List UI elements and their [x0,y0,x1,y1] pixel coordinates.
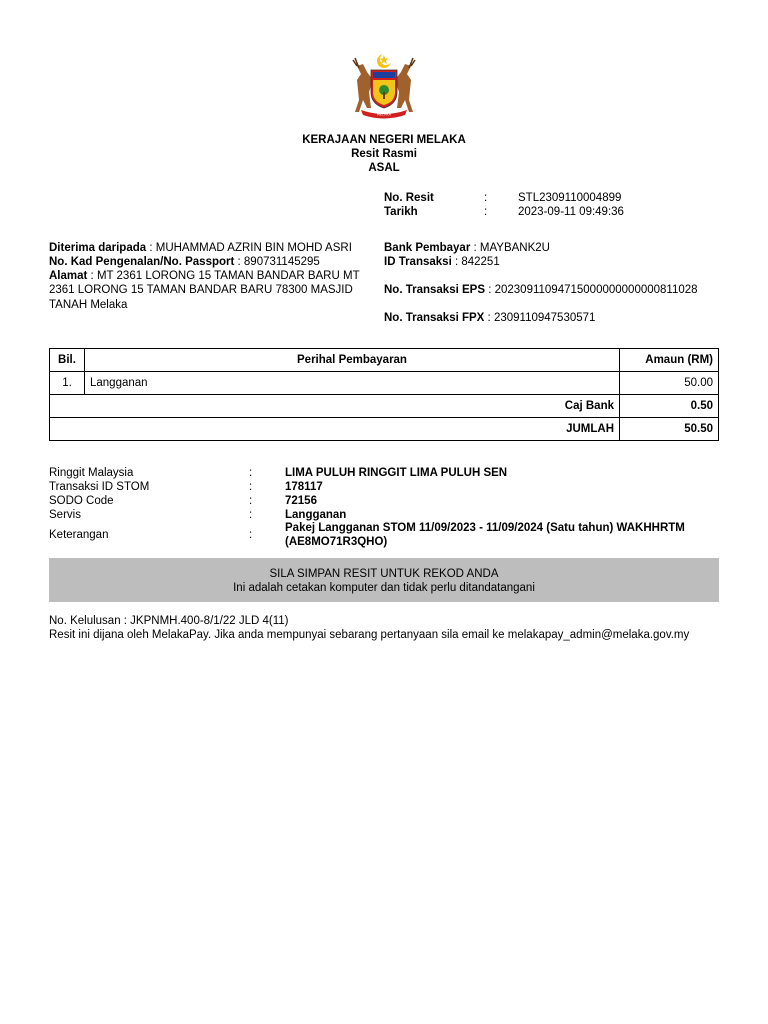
servis-label: Servis [49,509,81,521]
received-from-value: : MUHAMMAD AZRIN BIN MOHD ASRI [146,242,352,254]
bank-charge-label: Caj Bank [50,395,620,418]
fpx-transaction-value: : 2309110947530571 [484,312,596,324]
col-header-bil: Bil. [50,349,85,372]
colon: : [249,509,253,521]
eps-transaction [384,283,724,297]
address-value: : MT 2361 LORONG 15 TAMAN BANDAR BARU MT 2361 LORONG 15 TAMAN BANDAR BARU 78300 MASJID TANAH Melaka [49,270,360,311]
date-label: Tarikh [384,206,418,218]
colon: : [484,206,488,218]
ringgit-value: LIMA PULUH RINGGIT LIMA PULUH SEN [285,467,508,479]
table-row [50,372,719,395]
sodo-value: 72156 [285,495,317,507]
stom-label: Transaksi ID STOM [49,481,150,493]
col-header-amaun: Amaun (RM) [620,349,719,372]
keterangan-label: Keterangan [49,529,109,541]
receipt-number-value: STL2309110004899 [518,192,622,204]
approval-number: No. Kelulusan : JKPNMH.400-8/1/22 JLD 4(11) [49,615,289,627]
eps-transaction-value: : 20230911094715000000000000811028 [485,284,698,296]
notice-line2: Ini adalah cetakan komputer dan tidak perlu ditandatangani [233,582,535,595]
copy-label: ASAL [368,162,400,174]
sodo-label: SODO Code [49,495,114,507]
keterangan-line2: (AE8MO71R3QHO) [285,536,388,548]
fpx-transaction [384,311,724,325]
footer-note: Resit ini dijana oleh MelakaPay. Jika anda mempunyai sebarang pertanyaan sila email ke melakapay_admin@melaka.gov.my [49,629,690,641]
payer-bank [384,241,724,255]
notice-line1: SILA SIMPAN RESIT UNTUK REKOD ANDA [269,568,499,580]
received-from [49,241,367,255]
bank-charge-value: 0.50 [620,395,719,418]
eps-transaction-label: No. Transaksi EPS [384,284,485,296]
coat-of-arms-icon [343,52,425,120]
date-value: 2023-09-11 09:49:36 [518,206,624,218]
address-label: Alamat [49,270,88,282]
row-perihal: Langganan [85,372,620,395]
transaction-id-label: ID Transaksi [384,256,452,268]
ic-passport [49,255,367,269]
row-amaun: 50.00 [620,372,719,395]
transaction-id [384,255,724,269]
organization-title: KERAJAAN NEGERI MELAKA [302,134,466,146]
table-header-row [50,349,719,372]
bank-charge-row [50,395,719,418]
colon: : [249,495,253,507]
keterangan-line1: Pakej Langganan STOM 11/09/2023 - 11/09/2024 (Satu tahun) WAKHHRTM [285,522,685,534]
svg-text:MELAKA: MELAKA [376,112,392,117]
notice-banner [49,558,719,602]
payer-bank-label: Bank Pembayar [384,242,471,254]
colon: : [249,529,253,541]
total-value: 50.50 [620,418,719,441]
servis-value: Langganan [285,509,347,521]
date-row [384,205,724,219]
payer-bank-value: : MAYBANK2U [470,242,550,254]
colon: : [484,192,488,204]
colon: : [249,481,253,493]
document-type: Resit Rasmi [351,148,417,160]
col-header-perihal: Perihal Pembayaran [85,349,620,372]
transaction-id-value: : 842251 [451,256,500,268]
total-row [50,418,719,441]
receipt-number-label: No. Resit [384,192,434,204]
ic-passport-value: : 890731145295 [234,256,320,268]
stom-value: 178117 [285,481,323,493]
fpx-transaction-label: No. Transaksi FPX [384,312,485,324]
ringgit-label: Ringgit Malaysia [49,467,134,479]
receipt-number-row [384,191,724,205]
total-label: JUMLAH [50,418,620,441]
received-from-label: Diterima daripada [49,242,147,254]
colon: : [249,467,253,479]
address [49,269,367,312]
payment-table [49,348,719,441]
ic-passport-label: No. Kad Pengenalan/No. Passport [49,256,235,268]
row-bil: 1. [50,372,85,395]
